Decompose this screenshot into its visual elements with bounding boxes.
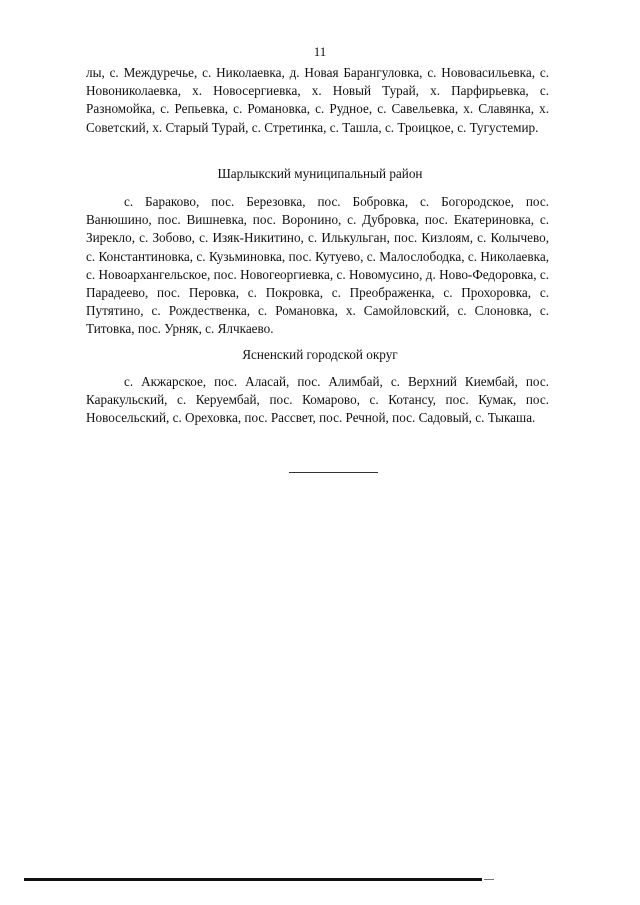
- scan-edge-bar-tail: [484, 879, 494, 880]
- section-text-yasny: с. Акжарское, пос. Аласай, пос. Алимбай, с. Верхний Киембай, пос. Каракульский, с. Керуембай, пос. Комарово, с. Котансу, пос. Кумак, пос. Новосельский, с. Ореховка, пос. Рассвет, пос. Речной, пос. Садовый, с. Тыкаша.: [86, 374, 549, 426]
- page-number: 11: [313, 44, 327, 59]
- section-heading-sharlyk: Шарлыкский муниципальный район: [217, 166, 423, 181]
- scan-edge-bar: [24, 878, 482, 881]
- section-end-rule: [289, 472, 378, 473]
- continuation-paragraph: лы, с. Междуречье, с. Николаевка, д. Новая Барангуловка, с. Нововасильевка, с. Новониколаевка, х. Новосергиевка, х. Новый Турай, х. Парфирьевка, с. Разномойка, с. Репьевка, с. Романовка, с. Рудное, с. Савельевка, х. Славянка, х. Советский, х. Старый Турай, с. Стретинка, с. Ташла, с. Троицкое, с. Тугустемир.: [86, 65, 549, 135]
- section-heading-yasny: Ясненский городской округ: [242, 347, 398, 362]
- section-text-sharlyk: с. Бараково, пос. Березовка, пос. Бобровка, с. Богородское, пос. Ванюшино, пос. Вишневка, пос. Воронино, с. Дубровка, пос. Екатериновка, с. Зирекло, с. Зобово, с. Изяк-Никитино, с. Илькульган, пос. Кизлоям, с. Колычево, с. Константиновка, с. Кузьминовка, пос. Кутуево, с. Малослободка, с. Николаевка, с. Новоархангельское, пос. Новогеоргиевка, с. Новомусино, д. Ново-Федоровка, с. Парадеево, пос. Перовка, с. Покровка, с. Преображенка, с. Прохоровка, с. Путятино, с. Рождественка, с. Романовка, х. Самойловский, с. Слоновка, с. Титовка, пос. Урняк, с. Ялчкаево.: [86, 194, 549, 337]
